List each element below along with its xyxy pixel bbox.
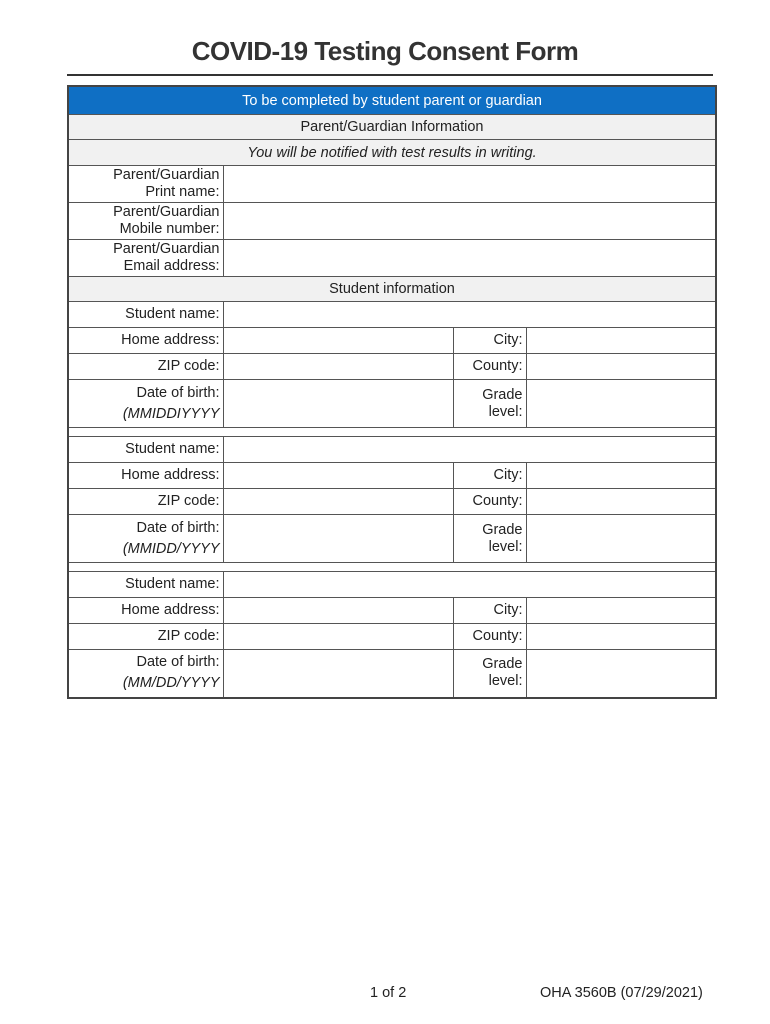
student2-grade-label-line1: Grade xyxy=(482,521,523,538)
student3-grade-field[interactable] xyxy=(526,650,716,698)
student2-dob-label xyxy=(68,515,223,563)
student1-name-field[interactable] xyxy=(223,302,716,328)
student2-county-label: County: xyxy=(453,489,526,515)
student3-dob-row xyxy=(68,650,716,698)
parent-email-row xyxy=(68,240,716,277)
student3-address-row xyxy=(68,598,716,624)
parent-section-heading: Parent/Guardian Information xyxy=(68,115,716,140)
student3-city-field[interactable] xyxy=(526,598,716,624)
separator-cell xyxy=(68,563,716,572)
parent-name-label-line1: Parent/Guardian xyxy=(113,167,220,183)
student2-dob-row xyxy=(68,515,716,563)
student1-name-label: Student name: xyxy=(68,302,223,328)
parent-mobile-row xyxy=(68,203,716,240)
form-banner-row xyxy=(68,86,716,115)
student1-grade-label-line2: level: xyxy=(488,403,523,420)
results-notice: You will be notified with test results in writing. xyxy=(68,140,716,166)
student3-address-field[interactable] xyxy=(223,598,453,624)
student1-dob-field[interactable] xyxy=(223,380,453,428)
form-code: OHA 3560B (07/29/2021) xyxy=(540,985,703,1001)
student3-name-row xyxy=(68,572,716,598)
student1-address-field[interactable] xyxy=(223,328,453,354)
parent-email-field[interactable] xyxy=(223,240,716,277)
student3-address-label: Home address: xyxy=(68,598,223,624)
student2-address-label: Home address: xyxy=(68,463,223,489)
student-separator-1 xyxy=(68,428,716,437)
student2-zip-label: ZIP code: xyxy=(68,489,223,515)
parent-name-label-line2: Print name: xyxy=(145,184,220,200)
student2-county-field[interactable] xyxy=(526,489,716,515)
page-number: 1 of 2 xyxy=(370,985,407,1001)
student1-dob-label xyxy=(68,380,223,428)
parent-mobile-label xyxy=(68,203,223,240)
student2-name-row xyxy=(68,437,716,463)
student1-zip-row xyxy=(68,354,716,380)
student2-grade-label-line2: level: xyxy=(488,538,523,555)
student2-name-label: Student name: xyxy=(68,437,223,463)
student1-grade-field[interactable] xyxy=(526,380,716,428)
student3-zip-label: ZIP code: xyxy=(68,624,223,650)
parent-mobile-label-line1: Parent/Guardian xyxy=(113,204,220,220)
parent-mobile-field[interactable] xyxy=(223,203,716,240)
parent-email-label xyxy=(68,240,223,277)
student2-grade-label xyxy=(453,515,526,563)
student-section-row xyxy=(68,277,716,302)
student3-grade-label-line2: level: xyxy=(488,673,523,690)
student3-name-field[interactable] xyxy=(223,572,716,598)
notice-row xyxy=(68,140,716,166)
form-title: COVID-19 Testing Consent Form xyxy=(191,36,579,66)
student1-address-row xyxy=(68,328,716,354)
student2-grade-field[interactable] xyxy=(526,515,716,563)
student3-zip-row xyxy=(68,624,716,650)
student1-county-label: County: xyxy=(453,354,526,380)
parent-email-label-line2: Email address: xyxy=(123,258,220,274)
title-divider xyxy=(67,74,713,76)
student-section-heading: Student information xyxy=(68,277,716,302)
student2-zip-field[interactable] xyxy=(223,489,453,515)
student1-grade-label-line1: Grade xyxy=(482,386,523,403)
student1-zip-label: ZIP code: xyxy=(68,354,223,380)
student1-name-row xyxy=(68,302,716,328)
parent-section-row xyxy=(68,115,716,140)
student2-name-field[interactable] xyxy=(223,437,716,463)
student2-zip-row xyxy=(68,489,716,515)
student2-dob-field[interactable] xyxy=(223,515,453,563)
student3-city-label: City: xyxy=(453,598,526,624)
student1-address-label: Home address: xyxy=(68,328,223,354)
separator-cell xyxy=(68,428,716,437)
parent-mobile-label-line2: Mobile number: xyxy=(119,221,220,237)
student3-grade-label-line1: Grade xyxy=(482,656,523,673)
consent-form-table xyxy=(67,85,717,699)
student3-dob-label xyxy=(68,650,223,698)
parent-name-label xyxy=(68,166,223,203)
student3-zip-field[interactable] xyxy=(223,624,453,650)
form-banner: To be completed by student parent or guardian xyxy=(68,86,716,115)
parent-name-field[interactable] xyxy=(223,166,716,203)
student1-city-field[interactable] xyxy=(526,328,716,354)
student2-dob-format: (MMIDD/YYYY xyxy=(122,540,220,557)
student-separator-2 xyxy=(68,563,716,572)
student3-dob-format: (MM/DD/YYYY xyxy=(122,675,220,692)
parent-name-row xyxy=(68,166,716,203)
student2-dob-label-text: Date of birth: xyxy=(136,519,220,536)
student1-dob-row xyxy=(68,380,716,428)
student1-grade-label xyxy=(453,380,526,428)
student2-city-label: City: xyxy=(453,463,526,489)
student3-county-field[interactable] xyxy=(526,624,716,650)
student1-dob-format: (MMIDDIYYYY xyxy=(122,405,220,422)
student1-city-label: City: xyxy=(453,328,526,354)
student2-city-field[interactable] xyxy=(526,463,716,489)
student3-grade-label xyxy=(453,650,526,698)
student3-county-label: County: xyxy=(453,624,526,650)
student1-zip-field[interactable] xyxy=(223,354,453,380)
student1-dob-label-text: Date of birth: xyxy=(136,384,220,401)
student2-address-field[interactable] xyxy=(223,463,453,489)
student2-address-row xyxy=(68,463,716,489)
student3-name-label: Student name: xyxy=(68,572,223,598)
parent-email-label-line1: Parent/Guardian xyxy=(113,241,220,257)
student1-county-field[interactable] xyxy=(526,354,716,380)
student3-dob-label-text: Date of birth: xyxy=(136,654,220,671)
student3-dob-field[interactable] xyxy=(223,650,453,698)
